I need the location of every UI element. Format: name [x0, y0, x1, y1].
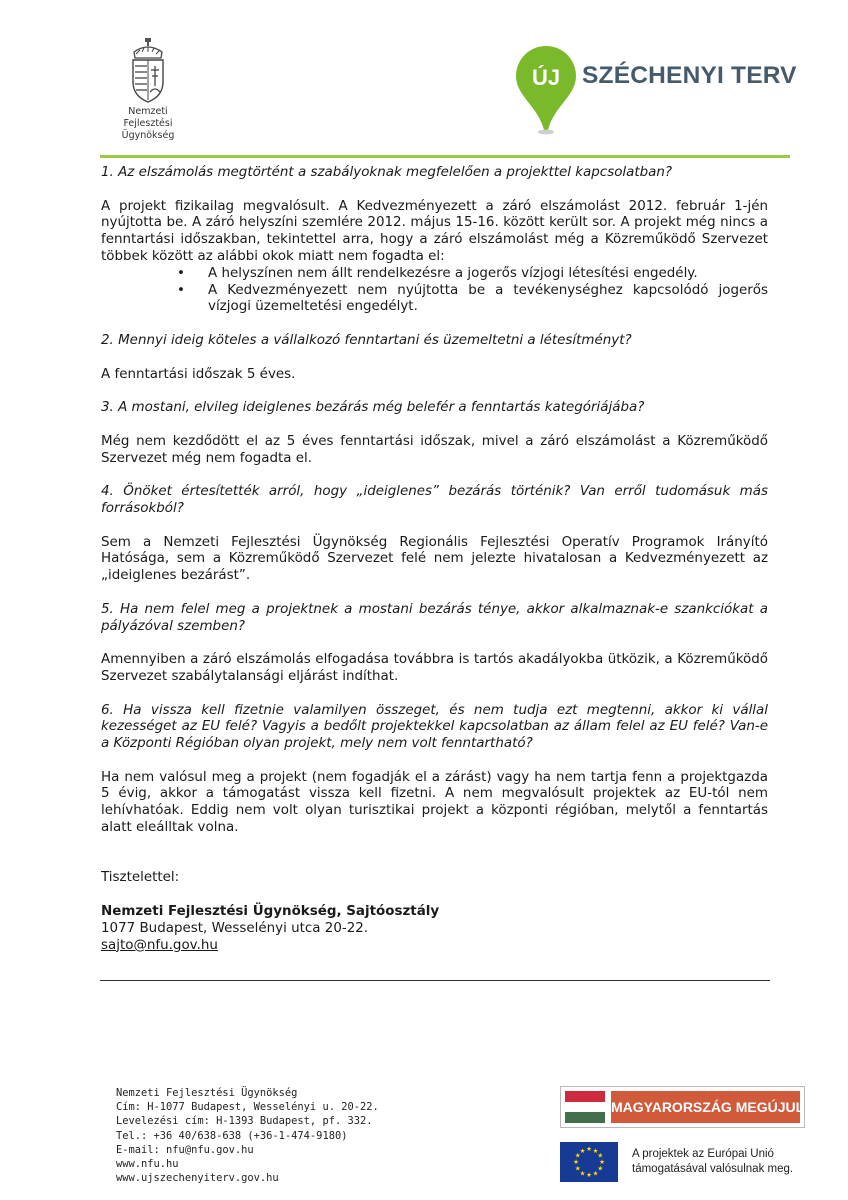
eu-star-icon: ★ [597, 1164, 604, 1173]
footer-contact [116, 1086, 379, 1185]
eu-star-icon: ★ [579, 1146, 586, 1155]
answer-1: A projekt fizikailag megvalósult. A Kedvezményezett a záró elszámolást 2012. február 1-jén nyújtotta be. A záró helyszíni szemlére 2012. május 15-16. között került sor. A projekt még nincs a fenntartási időszakban, tekintettel arra, hogy a záró elszámolást még a Közreműködő Szervezet többek között az alábbi okok miatt nem fogadta el: [101, 198, 768, 264]
footer-org: Nemzeti Fejlesztési Ügynökség [116, 1087, 298, 1099]
footer-logos [560, 1086, 810, 1182]
nfu-logo-line1: Nemzeti [128, 106, 168, 117]
map-pin-icon [514, 44, 578, 136]
answer-2: A fenntartási időszak 5 éves. [101, 366, 296, 382]
eu-star-icon: ★ [574, 1151, 581, 1160]
uj-szechenyi-terv-logo [514, 44, 797, 136]
question-1: 1. Az elszámolás megtörtént a szabályoknak megfelelően a projekttel kapcsolatban? [101, 165, 673, 180]
signature-address: 1077 Budapest, Wesselényi utca 20-22. [101, 920, 369, 936]
question-3: 3. A mostani, elvileg ideiglenes bezárás még belefér a fenntartás kategóriájába? [101, 400, 645, 416]
eu-star-icon: ★ [599, 1158, 605, 1167]
answer-1-bullets [101, 266, 768, 316]
question-6: 6. Ha vissza kell fizetnie valamilyen összeget, és nem tudja ezt megtenni, akkor ki vállal kezességet az EU felé? Vagyis a bedőlt projektekkel kapcsolatban az állam felel az EU felé? Van-e a Központi Régióban olyan projekt, mely nem volt fenntartható? [101, 702, 768, 752]
footer-web-nfu: www.nfu.hu [116, 1158, 179, 1171]
question-4: 4. Önöket értesítették arról, hogy „ideiglenes” bezárás történik? Van erről tudomásuk más forrásokból? [101, 484, 768, 516]
coat-of-arms-icon [128, 38, 168, 104]
hungarian-flag-icon [565, 1091, 605, 1123]
signature-org: Nemzeti Fejlesztési Ügynökség, Sajtóosztály [101, 904, 440, 920]
header-divider [100, 155, 790, 158]
nfu-logo [98, 38, 198, 142]
eu-star-icon: ★ [573, 1158, 579, 1167]
eu-star-icon: ★ [574, 1164, 581, 1173]
footer-postal: Levelezési cím: H-1393 Budapest, pf. 332. [116, 1115, 373, 1128]
answer-5: Amennyiben a záró elszámolás elfogadása továbbra is tartós akadályokba ütközik, a Közreműködő Szervezet szabálytalansági eljárást indíthat. [101, 652, 768, 684]
answer-4: Sem a Nemzeti Fejlesztési Ügynökség Regionális Fejlesztési Operatív Programok Irányító Hatósága, sem a Közreműködő Szervezet felé nem jelezte hivatalosan a Kedvezményezett az „ideiglenes bezárást”. [101, 534, 768, 584]
eu-star-icon: ★ [579, 1169, 586, 1178]
nfu-logo-line2: Fejlesztési Ügynökség [121, 118, 175, 141]
answer-3: Még nem kezdődött el az 5 éves fenntartási időszak, mivel a záró elszámolást a Közreműködő Szervezet még nem fogadta el. [101, 433, 768, 466]
magyarorszag-megujul-banner [560, 1086, 805, 1128]
question-2: 2. Mennyi ideig köteles a vállalkozó fenntartani és üzemeltetni a létesítményt? [101, 332, 632, 348]
eu-flag-icon [560, 1142, 618, 1182]
footer-email: E-mail: nfu@nfu.gov.hu [116, 1143, 254, 1156]
eu-support-line2: támogatásával valósulnak meg. [632, 1163, 794, 1175]
footer-address: Cím: H-1077 Budapest, Wesselényi u. 20-22. [116, 1101, 379, 1114]
signature-divider [100, 980, 770, 981]
eu-star-icon: ★ [592, 1146, 599, 1155]
closing: Tisztelettel: [101, 870, 180, 886]
answer-6: Ha nem valósul meg a projekt (nem fogadják el a zárást) vagy ha nem tartja fenn a projektgazda 5 évig, akkor a támogatást vissza kell fizetni. A nem megvalósult projektek az EU-tól nem lehívhatóak. Eddig nem volt olyan turisztikai projekt a központi régióban, melytől a fenntartás alatt eleálltak volna. [101, 769, 768, 836]
eu-star-icon: ★ [592, 1169, 599, 1178]
eu-support-box [560, 1142, 810, 1182]
footer-web-szt: www.ujszechenyiterv.gov.hu [116, 1172, 279, 1185]
bullet-item: • A helyszínen nem állt rendelkezésre a jogerős vízjogi létesítési engedély. [177, 266, 768, 283]
bullet-item: • A Kedvezményezett nem nyújtotta be a tevékenységhez kapcsolódó jogerős vízjogi üzemeltetési engedélyt. [177, 283, 768, 317]
eu-star-icon: ★ [597, 1151, 604, 1160]
eu-support-text [632, 1147, 793, 1177]
eu-star-icon: ★ [586, 1171, 592, 1180]
eu-support-line1: A projektek az Európai Unió [632, 1148, 774, 1160]
eu-star-icon: ★ [586, 1145, 592, 1154]
document-body [101, 165, 768, 954]
signature-email-link[interactable]: sajto@nfu.gov.hu [101, 937, 218, 953]
banner-label: MAGYARORSZÁG MEGÚJUL [611, 1091, 800, 1123]
uj-badge: ÚJ [531, 65, 561, 90]
question-5: 5. Ha nem felel meg a projektnek a mostani bezárás ténye, akkor alkalmaznak-e szankciókat a pályázóval szemben? [101, 601, 768, 634]
brand-title: SZÉCHENYI TERV [582, 62, 797, 89]
footer-phone: Tel.: +36 40/638-638 (+36-1-474-9180) [116, 1129, 348, 1142]
